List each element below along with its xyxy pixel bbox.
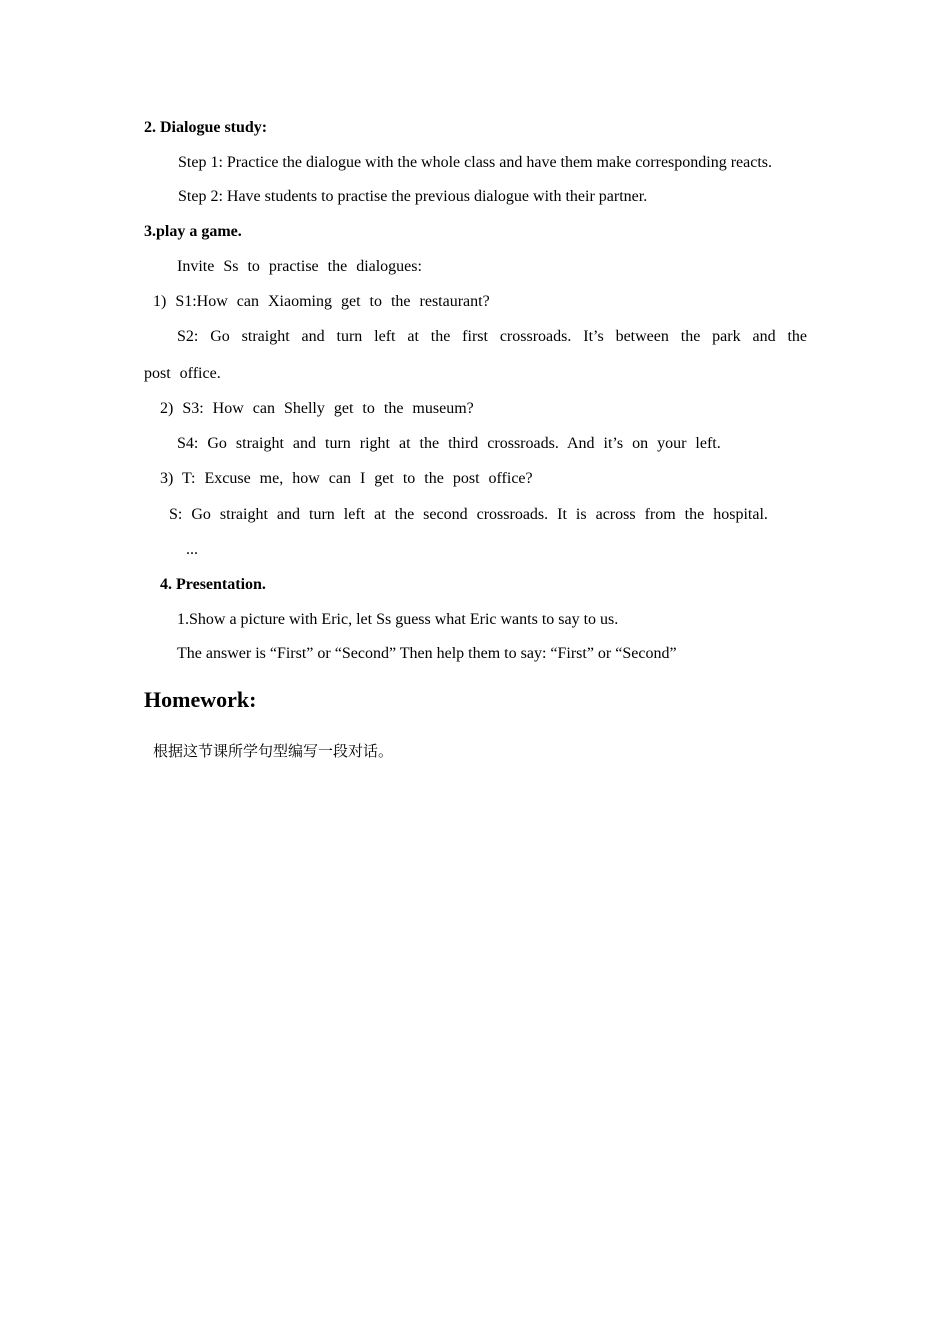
dialogue-1-answer-line-1: S2: Go straight and turn left at the first crossroads. It’s between the park and the: [177, 328, 807, 345]
dialogue-2-answer: S4: Go straight and turn right at the third crossroads. And it’s on your left.: [177, 435, 721, 452]
dialogue-1-question: 1) S1:How can Xiaoming get to the restaurant?: [153, 293, 490, 310]
homework-heading: Homework:: [144, 687, 257, 712]
dialogue-step-2: Step 2: Have students to practise the previous dialogue with their partner.: [178, 188, 648, 205]
presentation-line-1: 1.Show a picture with Eric, let Ss guess what Eric wants to say to us.: [177, 611, 619, 628]
dialogue-3-question: 3) T: Excuse me, how can I get to the post office?: [160, 470, 533, 487]
presentation-line-2: The answer is “First” or “Second” Then help them to say: “First” or “Second”: [177, 645, 677, 662]
homework-text: 根据这节课所学句型编写一段对话。: [153, 742, 394, 760]
dialogue-2-question: 2) S3: How can Shelly get to the museum?: [160, 400, 474, 417]
ellipsis: ...: [186, 541, 198, 558]
game-intro: Invite Ss to practise the dialogues:: [177, 258, 422, 275]
dialogue-study-heading: 2. Dialogue study:: [144, 119, 268, 136]
dialogue-3-answer: S: Go straight and turn left at the second crossroads. It is across from the hospital.: [169, 506, 768, 523]
dialogue-1-answer-line-2: post office.: [144, 365, 221, 382]
play-game-heading: 3.play a game.: [144, 223, 242, 240]
presentation-heading: 4. Presentation.: [160, 576, 266, 593]
dialogue-step-1: Step 1: Practice the dialogue with the whole class and have them make corresponding reacts.: [178, 154, 773, 171]
